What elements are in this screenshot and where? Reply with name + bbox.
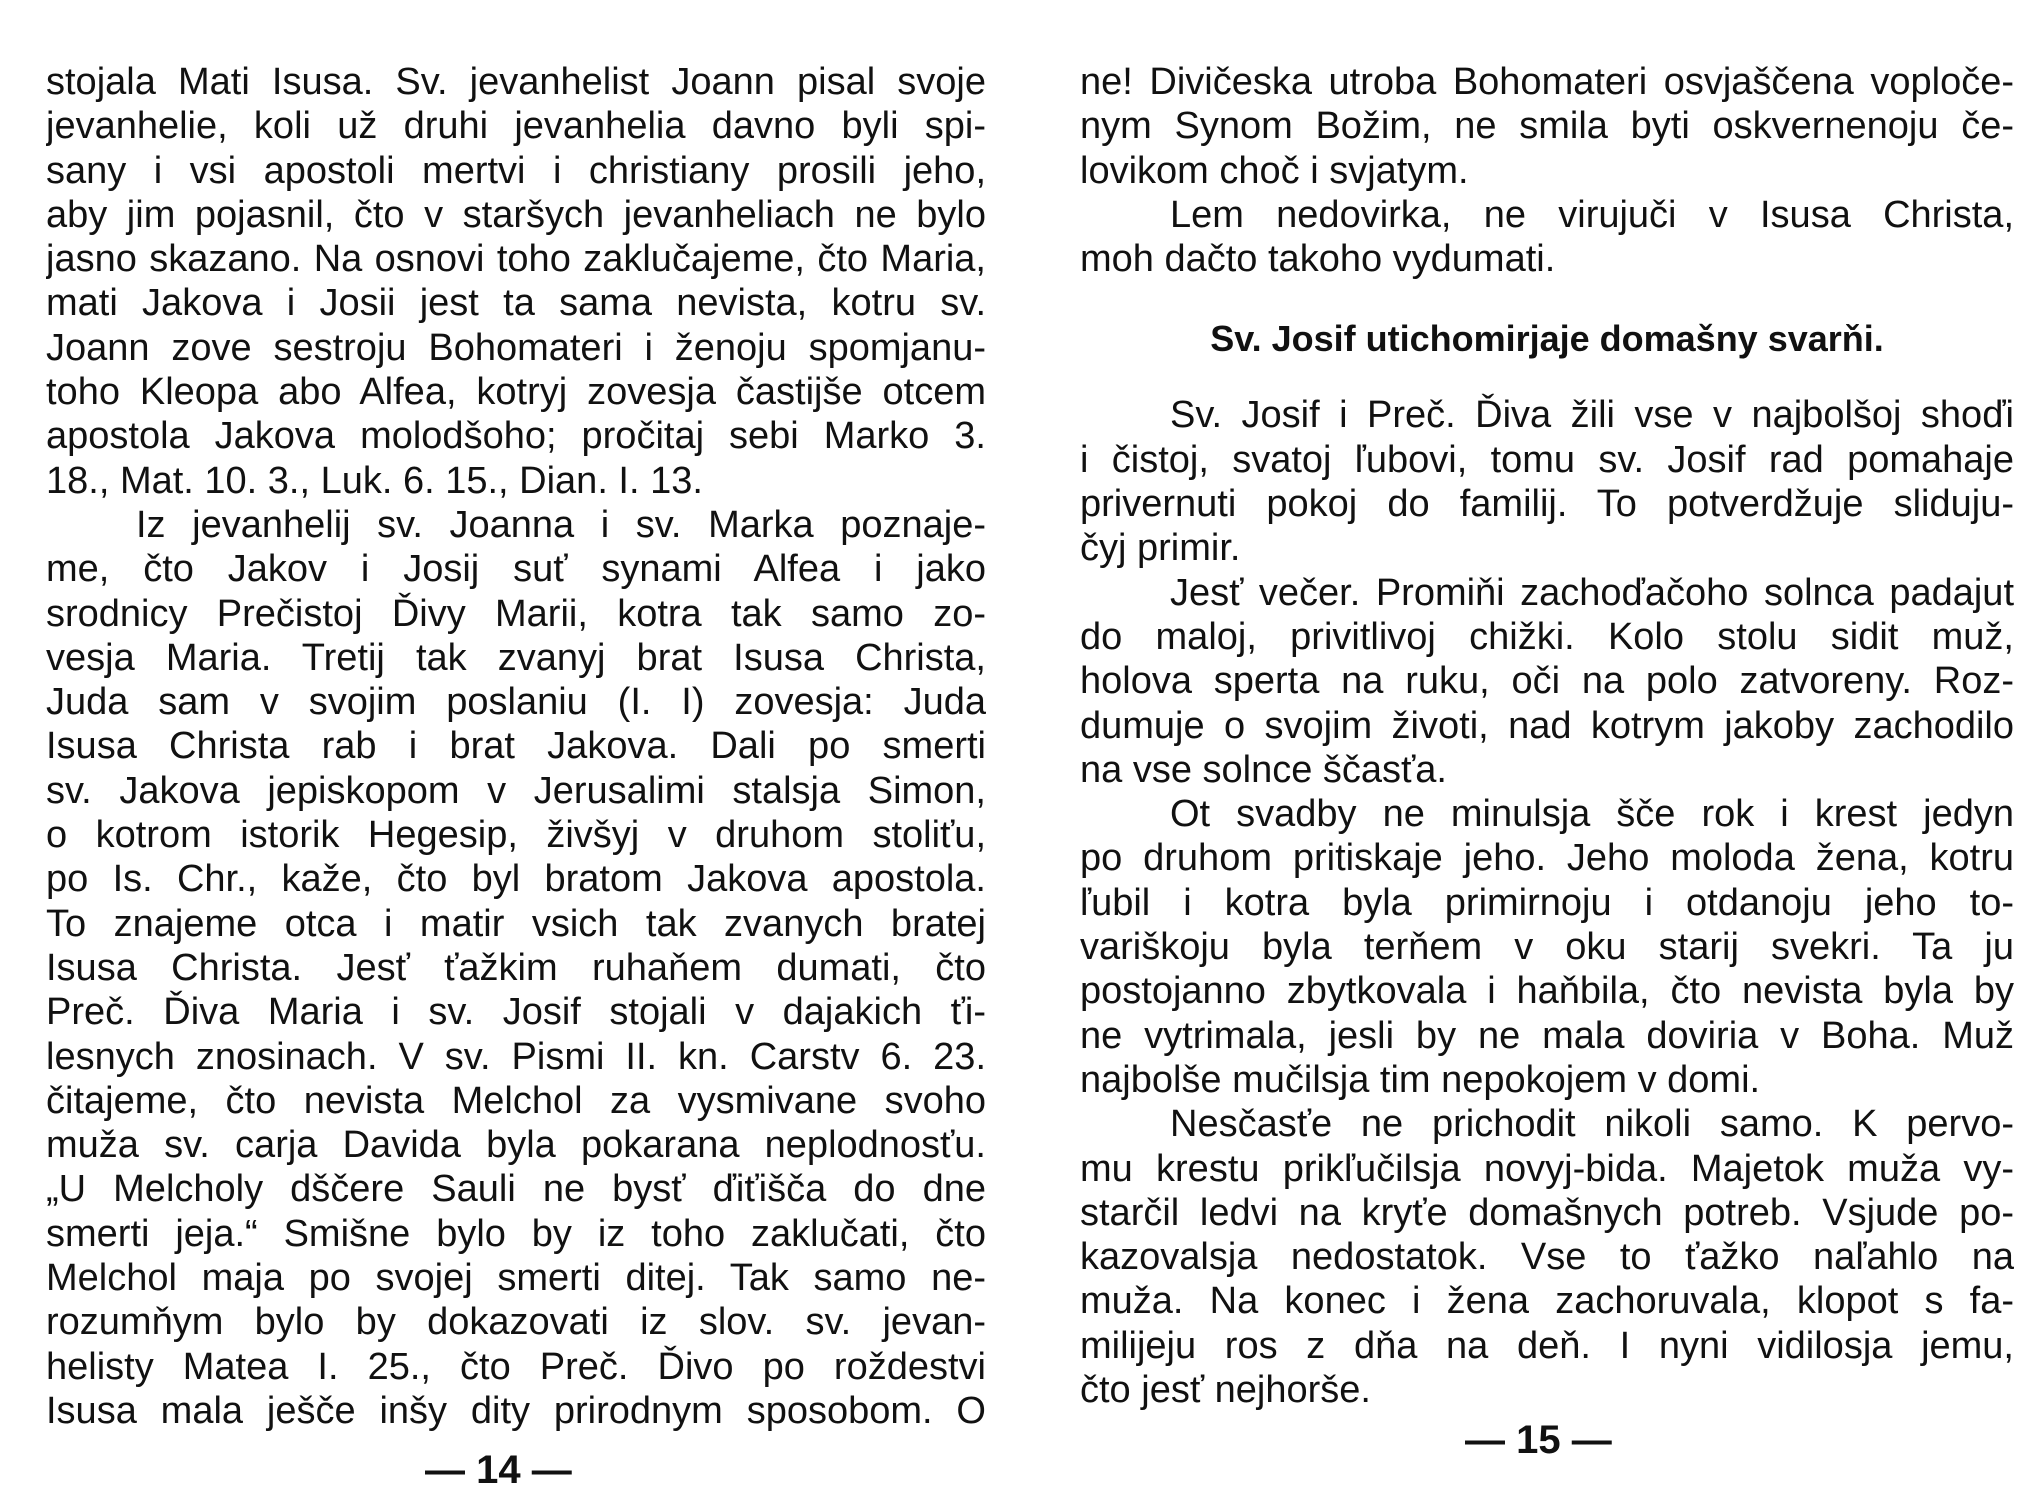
text-line: jasno skazano. Na osnovi toho zaklučajeme, čto Maria,	[46, 238, 986, 281]
right-page	[1080, 60, 2014, 1412]
text-line: „U Melcholy dščere Sauli ne bysť ďiťišča do dne	[46, 1168, 986, 1211]
text-line: moh dačto takoho vydumati.	[1080, 238, 1556, 281]
text-line: čyj primir.	[1080, 527, 1241, 570]
right-page-body	[1080, 393, 2014, 1412]
text-line: ľubil i kotra byla primirnoju i otdanoju jeho to-	[1080, 881, 2014, 924]
text-line: na vse solnce ščasťa.	[1080, 748, 1447, 791]
text-line: Sv. Josif i Preč. Ďiva žili vse v najbolšoj shoďi	[1170, 394, 2014, 437]
text-line: Jesť večer. Promiňi zachoďačoho solnca padajut	[1170, 571, 2014, 614]
right-page-top-text	[1080, 60, 2014, 281]
text-line: i čistoj, svatoj ľubovi, tomu sv. Josif rad pomahaje	[1080, 438, 2014, 481]
text-line: me, čto Jakov i Josij suť synami Alfea i jako	[46, 548, 986, 591]
text-line: apostola Jakova molodšoho; pročitaj sebi Marko 3.	[46, 415, 986, 458]
text-line: mati Jakova i Josii jest ta sama nevista, kotru sv.	[46, 282, 986, 325]
text-line: Joann zove sestroju Bohomateri i ženoju spomjanu-	[46, 326, 986, 369]
text-line: Juda sam v svojim poslaniu (I. I) zovesja: Juda	[46, 681, 986, 724]
text-line: Isusa mala ješče inšy dity prirodnym sposobom. O	[46, 1389, 986, 1432]
text-line: muža. Na konec i žena zachoruvala, klopot s fa-	[1080, 1280, 2014, 1323]
text-line: lesnych znosinach. V sv. Pismi II. kn. Carstv 6. 23.	[46, 1035, 986, 1078]
text-line: postojanno zbytkovala i haňbila, čto nevista byla by	[1080, 970, 2014, 1013]
text-line: o kotrom istorik Hegesip, živšyj v druhom stoliťu,	[46, 814, 986, 857]
text-line: variškoju byla terňem v oku starij svekri. Ta ju	[1080, 926, 2014, 969]
text-line: Ot svadby ne minulsja šče rok i krest jedyn	[1170, 793, 2014, 836]
text-line: Isusa Christa rab i brat Jakova. Dali po smerti	[46, 725, 986, 768]
text-line: smerti jeja.“ Smišne bylo by iz toho zaklučati, čto	[46, 1212, 986, 1255]
text-line: jevanhelie, koli už druhi jevanhelia davno byli spi-	[46, 105, 986, 148]
text-line: stojala Mati Isusa. Sv. jevanhelist Joann pisal svoje	[46, 61, 986, 103]
text-line: holova sperta na ruku, oči na polo zatvoreny. Roz-	[1080, 660, 2014, 703]
text-line: To znajeme otca i matir vsich tak zvanych bratej	[46, 902, 986, 945]
text-line: ne vytrimala, jesli by ne mala doviria v Boha. Muž	[1080, 1014, 2014, 1057]
text-line: 18., Mat. 10. 3., Luk. 6. 15., Dian. I. 13.	[46, 459, 703, 502]
text-line: privernuti pokoj do familij. To potverdžuje sliduju-	[1080, 483, 2014, 526]
text-line: Isusa Christa. Jesť ťažkim ruhaňem dumati, čto	[46, 946, 986, 989]
text-line: rozumňym bylo by dokazovati iz slov. sv. jevan-	[46, 1301, 986, 1344]
text-line: čitajeme, čto nevista Melchol za vysmivane svoho	[46, 1079, 986, 1122]
page-number-left: — 14 —	[425, 1448, 572, 1492]
text-line: čto jesť nejhorše.	[1080, 1369, 1371, 1412]
left-page-body	[46, 60, 986, 1433]
text-line: srodnicy Prečistoj Ďivy Marii, kotra tak samo zo-	[46, 592, 986, 635]
text-line: lovikom choč i svjatym.	[1080, 149, 1469, 192]
text-line: Iz jevanhelij sv. Joanna i sv. Marka poznaje-	[136, 503, 986, 546]
text-line: najbolše mučilsja tim nepokojem v domi.	[1080, 1058, 1761, 1101]
text-line: Melchol maja po svojej smerti ditej. Tak samo ne-	[46, 1257, 986, 1300]
text-line: toho Kleopa abo Alfea, kotryj zovesja častijše otcem	[46, 371, 986, 414]
text-line: milijeju ros z dňa na deň. I nyni vidilosja jemu,	[1080, 1324, 2014, 1367]
text-line: dumuje o svojim životi, nad kotrym jakoby zachodilo	[1080, 704, 2014, 747]
text-line: kazovalsja nedostatok. Vse to ťažko naľahlo na	[1080, 1236, 2014, 1279]
text-line: sv. Jakova jepiskopom v Jerusalimi stalsja Simon,	[46, 769, 986, 812]
left-page	[46, 60, 986, 1433]
text-line: po Is. Chr., kaže, čto byl bratom Jakova apostola.	[46, 858, 986, 901]
text-line: helisty Matea I. 25., čto Preč. Ďivo po roždestvi	[46, 1345, 986, 1388]
text-line: muža sv. carja Davida byla pokarana neplodnosťu.	[46, 1124, 986, 1167]
text-line: ne! Divičeska utroba Bohomateri osvjaščena voploče-	[1080, 61, 2014, 103]
text-line: Lem nedovirka, ne virujuči v Isusa Christa,	[1170, 193, 2014, 236]
text-line: do maloj, privitlivoj chižki. Kolo stolu sidit muž,	[1080, 615, 2014, 658]
text-line: nym Synom Božim, ne smila byti oskvernenoju če-	[1080, 105, 2014, 148]
text-line: vesja Maria. Tretij tak zvanyj brat Isusa Christa,	[46, 636, 986, 679]
text-line: starčil ledvi na kryťe domašnych potreb. Vsjude po-	[1080, 1191, 2014, 1234]
text-line: Nesčasťe ne prichodit nikoli samo. K pervo-	[1170, 1103, 2014, 1146]
text-line: po druhom pritiskaje jeho. Jeho moloda žena, kotru	[1080, 837, 2014, 880]
text-line: aby jim pojasnil, čto v staršych jevanheliach ne bylo	[46, 193, 986, 236]
page-number-right: — 15 —	[1465, 1418, 1612, 1462]
section-heading: Sv. Josif utichomirjaje domašny svarňi.	[1210, 318, 1884, 360]
text-line: Preč. Ďiva Maria i sv. Josif stojali v dajakich ťi-	[46, 991, 986, 1034]
text-line: mu krestu prikľučilsja novyj-bida. Majetok muža vy-	[1080, 1147, 2014, 1190]
text-line: sany i vsi apostoli mertvi i christiany prosili jeho,	[46, 149, 986, 192]
